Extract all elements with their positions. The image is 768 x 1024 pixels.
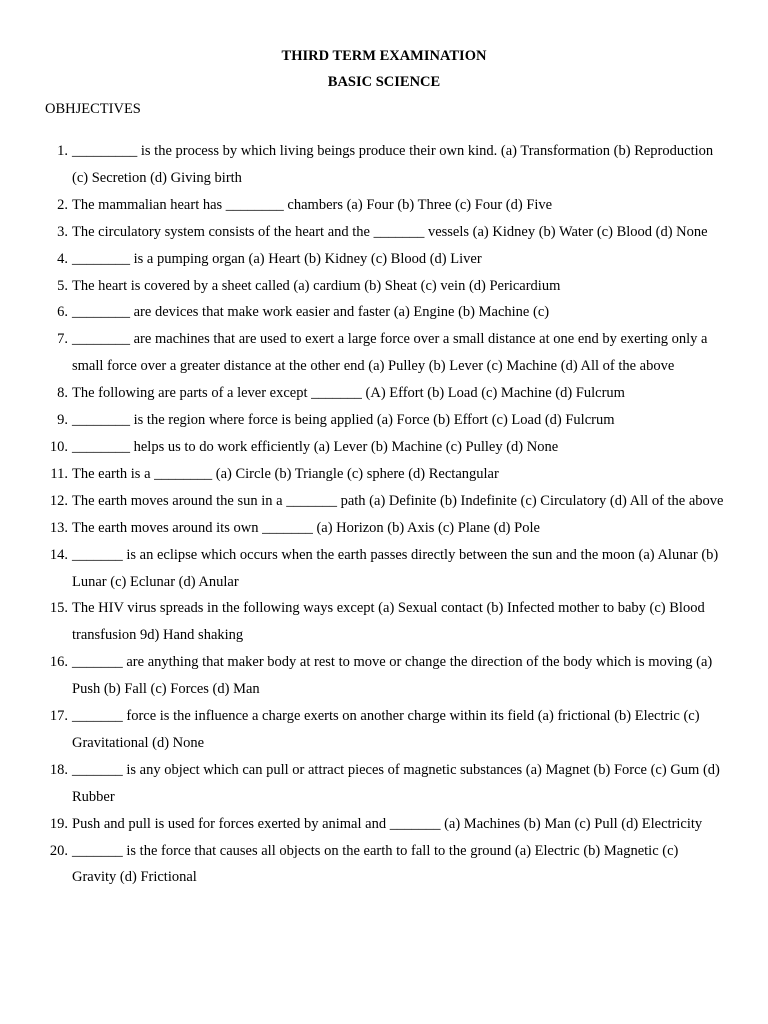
question-number: 10. — [49, 438, 68, 455]
question-text: The mammalian heart has ________ chambers (a) Four (b) Three (c) Four (d) Five — [72, 196, 553, 213]
question-number: 13. — [49, 519, 68, 536]
question-text: _______ is an eclipse which occurs when the earth passes directly between the sun and the moon (a) Alunar (b) Lunar (c) Eclunar (d) Anular — [72, 546, 719, 590]
question-item — [0, 138, 768, 192]
question-number: 14. — [49, 546, 68, 563]
question-item — [0, 515, 768, 542]
question-text: The earth moves around the sun in a _______ path (a) Definite (b) Indefinite (c) Circulatory (d) All of the above — [72, 492, 724, 509]
question-item — [0, 488, 768, 515]
question-number: 12. — [49, 492, 68, 509]
question-item — [0, 192, 768, 219]
question-number: 15. — [49, 600, 68, 617]
question-item — [0, 838, 768, 892]
question-item — [0, 757, 768, 811]
question-item — [0, 542, 768, 596]
question-number: 4. — [57, 250, 68, 267]
question-item — [0, 246, 768, 273]
question-number: 7. — [57, 331, 68, 348]
question-text: Push and pull is used for forces exerted by animal and _______ (a) Machines (b) Man (c) Pull (d) Electricity — [72, 815, 703, 832]
question-number: 8. — [57, 385, 68, 402]
question-number: 2. — [57, 196, 68, 213]
question-item — [0, 703, 768, 757]
question-item — [0, 649, 768, 703]
question-text: _______ is the force that causes all objects on the earth to fall to the ground (a) Electric (b) Magnetic (c) Gravity (d) Frictional — [72, 842, 679, 886]
question-item — [0, 595, 768, 649]
question-text: ________ are machines that are used to exert a large force over a small distance at one end by exerting only a small force over a greater distance at the other end (a) Pulley (b) Lever (c) Machine (d) All of the above — [72, 331, 708, 375]
question-list — [0, 138, 768, 891]
question-number: 19. — [49, 815, 68, 832]
question-text: The earth is a ________ (a) Circle (b) Triangle (c) sphere (d) Rectangular — [72, 465, 499, 482]
subject-title: BASIC SCIENCE — [327, 74, 441, 90]
question-item — [0, 811, 768, 838]
question-text: The earth moves around its own _______ (a) Horizon (b) Axis (c) Plane (d) Pole — [72, 519, 540, 536]
question-text: _________ is the process by which living beings produce their own kind. (a) Transformation (b) Reproduction (c) Secretion (d) Giving birth — [72, 143, 714, 186]
question-item — [0, 219, 768, 246]
question-text: ________ is the region where force is being applied (a) Force (b) Effort (c) Load (d) Fulcrum — [72, 412, 615, 429]
exam-title: THIRD TERM EXAMINATION — [281, 48, 487, 64]
question-number: 16. — [49, 654, 68, 671]
question-item — [0, 299, 768, 326]
question-text: The following are parts of a lever except _______ (A) Effort (b) Load (c) Machine (d) Fulcrum — [72, 385, 625, 402]
section-label: OBHJECTIVES — [45, 101, 141, 117]
question-number: 3. — [57, 223, 68, 240]
question-item — [0, 273, 768, 300]
question-text: ________ are devices that make work easier and faster (a) Engine (b) Machine (c) — [72, 304, 550, 321]
question-text: The HIV virus spreads in the following ways except (a) Sexual contact (b) Infected mother to baby (c) Blood transfusion 9d) Hand shaking — [72, 600, 705, 644]
question-number: 1. — [57, 143, 68, 159]
question-item — [0, 407, 768, 434]
question-text: _______ force is the influence a charge exerts on another charge within its field (a) frictional (b) Electric (c) Gravitational (d) None — [72, 708, 700, 751]
question-text: ________ is a pumping organ (a) Heart (b) Kidney (c) Blood (d) Liver — [72, 250, 482, 267]
question-number: 17. — [49, 708, 68, 725]
question-number: 18. — [49, 761, 68, 778]
question-text: _______ are anything that maker body at rest to move or change the direction of the body which is moving (a) Push (b) Fall (c) Forces (d) Man — [72, 654, 713, 698]
question-number: 5. — [57, 277, 68, 294]
question-text: _______ is any object which can pull or attract pieces of magnetic substances (a) Magnet (b) Force (c) Gum (d) Rubber — [72, 761, 720, 805]
question-item — [0, 326, 768, 380]
question-text: The heart is covered by a sheet called (a) cardium (b) Sheat (c) vein (d) Pericardium — [72, 277, 561, 294]
question-text: The circulatory system consists of the heart and the _______ vessels (a) Kidney (b) Water (c) Blood (d) None — [72, 223, 708, 240]
question-number: 11. — [50, 465, 68, 482]
question-number: 9. — [57, 412, 68, 429]
question-item — [0, 461, 768, 488]
question-number: 20. — [49, 842, 68, 859]
question-number: 6. — [57, 304, 68, 321]
question-item — [0, 380, 768, 407]
question-item — [0, 434, 768, 461]
question-text: ________ helps us to do work efficiently (a) Lever (b) Machine (c) Pulley (d) None — [72, 438, 559, 455]
